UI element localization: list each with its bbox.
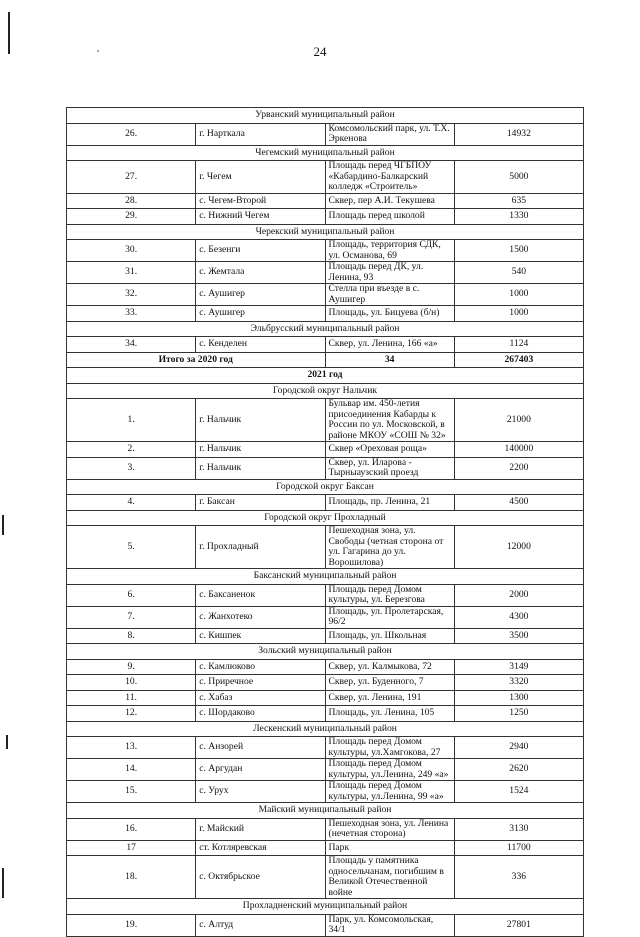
scan-speck <box>97 50 99 52</box>
table-row <box>67 284 584 306</box>
section-header-row <box>67 383 584 399</box>
table-row <box>67 337 584 353</box>
table-row <box>67 161 584 194</box>
row-area: 635 <box>454 193 583 209</box>
scan-edge-mark-bottom <box>2 868 4 898</box>
table-row <box>67 706 584 722</box>
table-row <box>67 818 584 840</box>
row-settlement: с. Камлюково <box>196 659 325 675</box>
row-number: 7. <box>67 606 196 628</box>
row-number: 18. <box>67 856 196 899</box>
row-settlement: с. Аргудан <box>196 759 325 781</box>
row-settlement: с. Жемтала <box>196 262 325 284</box>
row-settlement: г. Прохладный <box>196 526 325 569</box>
section-title: Городской округ Прохладный <box>67 510 584 526</box>
row-number: 3. <box>67 457 196 479</box>
row-settlement: г. Майский <box>196 818 325 840</box>
table-row <box>67 840 584 856</box>
row-object: Площадь у памятника односельчанам, погибшим в Великой Отечественной войне <box>325 856 454 899</box>
row-settlement: с. Баксаненок <box>196 584 325 606</box>
section-title: Лескенский муниципальный район <box>67 721 584 737</box>
table-row <box>67 495 584 511</box>
total-label: Итого за 2020 год <box>67 352 326 368</box>
section-title: Зольский муниципальный район <box>67 644 584 660</box>
section-header-row <box>67 899 584 915</box>
total-count: 34 <box>325 352 454 368</box>
row-object: Парк, ул. Комсомольская, 34/1 <box>325 914 454 936</box>
row-area: 4500 <box>454 495 583 511</box>
row-object: Площадь, ул. Бицуева (б/н) <box>325 306 454 322</box>
table-row <box>67 781 584 803</box>
table-row <box>67 442 584 458</box>
row-area: 3500 <box>454 628 583 644</box>
row-number: 12. <box>67 706 196 722</box>
table-row <box>67 759 584 781</box>
row-area: 1524 <box>454 781 583 803</box>
table-row <box>67 856 584 899</box>
row-number: 13. <box>67 737 196 759</box>
row-object: Площадь перед Домом культуры, ул.Хамгокова, 27 <box>325 737 454 759</box>
scan-edge-mark-top <box>8 12 10 54</box>
row-area: 1250 <box>454 706 583 722</box>
row-settlement: ст. Котляревская <box>196 840 325 856</box>
row-object: Сквер, ул. Калмыкова, 72 <box>325 659 454 675</box>
table-row <box>67 606 584 628</box>
row-object: Площадь перед ЧГБПОУ «Кабардино-Балкарский колледж «Строитель» <box>325 161 454 194</box>
row-object: Площадь, пр. Ленина, 21 <box>325 495 454 511</box>
row-area: 14932 <box>454 123 583 145</box>
table-row <box>67 457 584 479</box>
row-area: 1000 <box>454 306 583 322</box>
row-area: 3320 <box>454 675 583 691</box>
section-header-row <box>67 108 584 124</box>
row-settlement: с. Хабаз <box>196 690 325 706</box>
table-row <box>67 123 584 145</box>
section-header-row <box>67 644 584 660</box>
section-header-row <box>67 510 584 526</box>
row-area: 540 <box>454 262 583 284</box>
row-settlement: с. Чегем-Второй <box>196 193 325 209</box>
row-object: Сквер, ул. Ленина, 191 <box>325 690 454 706</box>
row-number: 15. <box>67 781 196 803</box>
row-settlement: с. Урух <box>196 781 325 803</box>
table-row <box>67 690 584 706</box>
row-number: 26. <box>67 123 196 145</box>
row-number: 1. <box>67 399 196 442</box>
section-header-row <box>67 224 584 240</box>
row-number: 27. <box>67 161 196 194</box>
row-object: Сквер, ул. Буденного, 7 <box>325 675 454 691</box>
row-area: 2200 <box>454 457 583 479</box>
row-settlement: с. Октябрьское <box>196 856 325 899</box>
row-object: Бульвар им. 450-летия присоединения Кабарды к России по ул. Московской, в районе МКОУ «СОШ № 32» <box>325 399 454 442</box>
row-number: 31. <box>67 262 196 284</box>
section-title: Урванский муниципальный район <box>67 108 584 124</box>
row-settlement: г. Нальчик <box>196 457 325 479</box>
row-settlement: с. Шордаково <box>196 706 325 722</box>
total-area: 267403 <box>454 352 583 368</box>
year-title: 2021 год <box>67 368 584 384</box>
row-object: Площадь, территория СДК, ул. Османова, 69 <box>325 240 454 262</box>
row-settlement: с. Аушигер <box>196 306 325 322</box>
section-title: Чегемский муниципальный район <box>67 145 584 161</box>
row-area: 3130 <box>454 818 583 840</box>
row-area: 3149 <box>454 659 583 675</box>
row-area: 140000 <box>454 442 583 458</box>
table-row <box>67 628 584 644</box>
row-object: Площадь, ул. Школьная <box>325 628 454 644</box>
row-settlement: с. Алтуд <box>196 914 325 936</box>
row-settlement: г. Нарткала <box>196 123 325 145</box>
row-area: 4300 <box>454 606 583 628</box>
row-object: Площадь перед ДК, ул. Ленина, 93 <box>325 262 454 284</box>
table-row <box>67 209 584 225</box>
table-row <box>67 399 584 442</box>
row-number: 6. <box>67 584 196 606</box>
row-number: 33. <box>67 306 196 322</box>
section-header-row <box>67 321 584 337</box>
row-object: Сквер, ул. Ленина, 166 «а» <box>325 337 454 353</box>
row-number: 19. <box>67 914 196 936</box>
row-number: 34. <box>67 337 196 353</box>
section-header-row <box>67 569 584 585</box>
row-settlement: с. Приречное <box>196 675 325 691</box>
section-title: Городской округ Баксан <box>67 479 584 495</box>
row-area: 11700 <box>454 840 583 856</box>
total-row <box>67 352 584 368</box>
section-title: Баксанский муниципальный район <box>67 569 584 585</box>
row-object: Площадь, ул. Пролетарская, 96/2 <box>325 606 454 628</box>
registry-table-body <box>67 108 584 937</box>
row-area: 1300 <box>454 690 583 706</box>
table-row <box>67 193 584 209</box>
row-area: 12000 <box>454 526 583 569</box>
row-number: 29. <box>67 209 196 225</box>
row-number: 32. <box>67 284 196 306</box>
row-object: Парк <box>325 840 454 856</box>
row-settlement: г. Чегем <box>196 161 325 194</box>
row-area: 1124 <box>454 337 583 353</box>
section-header-row <box>67 479 584 495</box>
row-object: Стелла при въезде в с. Аушигер <box>325 284 454 306</box>
row-area: 1330 <box>454 209 583 225</box>
row-object: Сквер «Ореховая роща» <box>325 442 454 458</box>
section-header-row <box>67 803 584 819</box>
page-number: 24 <box>313 44 327 59</box>
row-area: 1500 <box>454 240 583 262</box>
row-number: 2. <box>67 442 196 458</box>
row-area: 2940 <box>454 737 583 759</box>
section-title: Городской округ Нальчик <box>67 383 584 399</box>
row-area: 5000 <box>454 161 583 194</box>
row-settlement: с. Жанхотеко <box>196 606 325 628</box>
table-row <box>67 240 584 262</box>
row-settlement: с. Безенги <box>196 240 325 262</box>
row-settlement: г. Баксан <box>196 495 325 511</box>
row-object: Пешеходная зона, ул. Свободы (четная сторона от ул. Гагарина до ул. Ворошилова) <box>325 526 454 569</box>
row-area: 27801 <box>454 914 583 936</box>
row-number: 5. <box>67 526 196 569</box>
row-settlement: с. Аушигер <box>196 284 325 306</box>
row-number: 16. <box>67 818 196 840</box>
row-object: Площадь перед Домом культуры, ул. Березгова <box>325 584 454 606</box>
row-settlement: с. Нижний Чегем <box>196 209 325 225</box>
section-header-row <box>67 145 584 161</box>
row-number: 11. <box>67 690 196 706</box>
row-number: 28. <box>67 193 196 209</box>
row-object: Площадь перед школой <box>325 209 454 225</box>
table-row <box>67 262 584 284</box>
row-number: 8. <box>67 628 196 644</box>
registry-table <box>66 107 584 937</box>
row-area: 21000 <box>454 399 583 442</box>
row-number: 14. <box>67 759 196 781</box>
section-title: Эльбрусский муниципальный район <box>67 321 584 337</box>
section-title: Прохладненский муниципальный район <box>67 899 584 915</box>
table-row <box>67 306 584 322</box>
row-number: 30. <box>67 240 196 262</box>
row-area: 336 <box>454 856 583 899</box>
section-header-row <box>67 721 584 737</box>
row-number: 4. <box>67 495 196 511</box>
row-settlement: с. Кенделен <box>196 337 325 353</box>
row-number: 10. <box>67 675 196 691</box>
row-object: Площадь, ул. Ленина, 105 <box>325 706 454 722</box>
section-title: Майский муниципальный район <box>67 803 584 819</box>
row-settlement: с. Кишпек <box>196 628 325 644</box>
table-row <box>67 659 584 675</box>
table-row <box>67 675 584 691</box>
row-settlement: с. Анзорей <box>196 737 325 759</box>
scan-edge-mark-lower <box>6 735 8 749</box>
row-area: 2620 <box>454 759 583 781</box>
row-object: Сквер, пер А.И. Текушева <box>325 193 454 209</box>
row-number: 17 <box>67 840 196 856</box>
row-area: 2000 <box>454 584 583 606</box>
row-object: Пешеходная зона, ул. Ленина (нечетная сторона) <box>325 818 454 840</box>
row-settlement: г. Нальчик <box>196 399 325 442</box>
table-row <box>67 526 584 569</box>
row-object: Комсомольский парк, ул. Т.Х. Эркенова <box>325 123 454 145</box>
table-row <box>67 737 584 759</box>
row-number: 9. <box>67 659 196 675</box>
row-settlement: г. Нальчик <box>196 442 325 458</box>
row-object: Сквер, ул. Иларова - Тырныаузский проезд <box>325 457 454 479</box>
scan-edge-mark-middle <box>2 515 4 535</box>
table-row <box>67 914 584 936</box>
row-area: 1000 <box>454 284 583 306</box>
row-object: Площадь перед Домом культуры, ул.Ленина, 99 «а» <box>325 781 454 803</box>
year-header-row <box>67 368 584 384</box>
row-object: Площадь перед Домом культуры, ул.Ленина, 249 «а» <box>325 759 454 781</box>
section-title: Черекский муниципальный район <box>67 224 584 240</box>
table-row <box>67 584 584 606</box>
